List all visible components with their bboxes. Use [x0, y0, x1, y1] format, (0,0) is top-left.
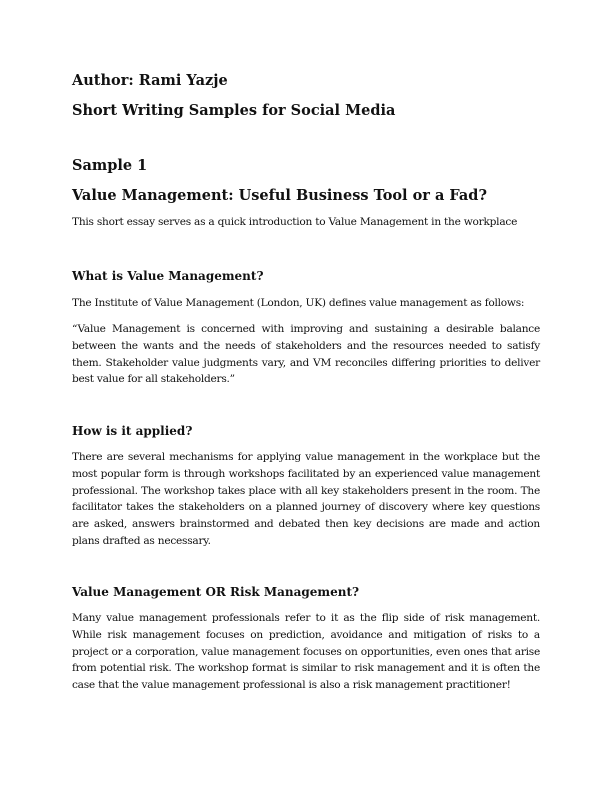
sample-title: Value Management: Useful Business Tool or a Fad? — [72, 187, 487, 204]
collection-title: Short Writing Samples for Social Media — [72, 102, 396, 119]
section-paragraph: Many value management professionals refer to it as the flip side of risk management. While risk management focuses on prediction, avoidance and mitigation of risks to a project or a corporation, value management focuses on opportunities, even ones that arise from potential risk. The workshop format is similar to risk management and it is often the case that the value management professional is also a risk management practitioner! — [72, 612, 540, 692]
section-paragraph: The Institute of Value Management (London, UK) defines value management as follows: — [72, 297, 525, 309]
section-quote: “Value Management is concerned with improving and sustaining a desirable balance between the wants and the needs of stakeholders and the resources needed to satisfy them. Stakeholder value judgments vary, and VM reconciles differing priorities to deliver best value for all stakeholders.” — [72, 323, 540, 386]
sample-label: Sample 1 — [72, 157, 148, 174]
section-heading-what-is-vm: What is Value Management? — [72, 269, 264, 283]
section-paragraph: There are several mechanisms for applying value management in the workplace but the most popular form is through workshops facilitated by an experienced value management professional. The workshop takes place with all key stakeholders present in the room. The facilitator takes the stakeholders on a planned journey of discovery where key questions are asked, answers brainstormed and debated then key decisions are made and action plans drafted as necessary. — [72, 451, 540, 547]
section-heading-how-applied: How is it applied? — [72, 424, 193, 438]
author-line: Author: Rami Yazje — [72, 72, 228, 89]
section-heading-vm-or-rm: Value Management OR Risk Management? — [72, 585, 360, 599]
sample-intro: This short essay serves as a quick introduction to Value Management in the workplace — [72, 216, 518, 228]
